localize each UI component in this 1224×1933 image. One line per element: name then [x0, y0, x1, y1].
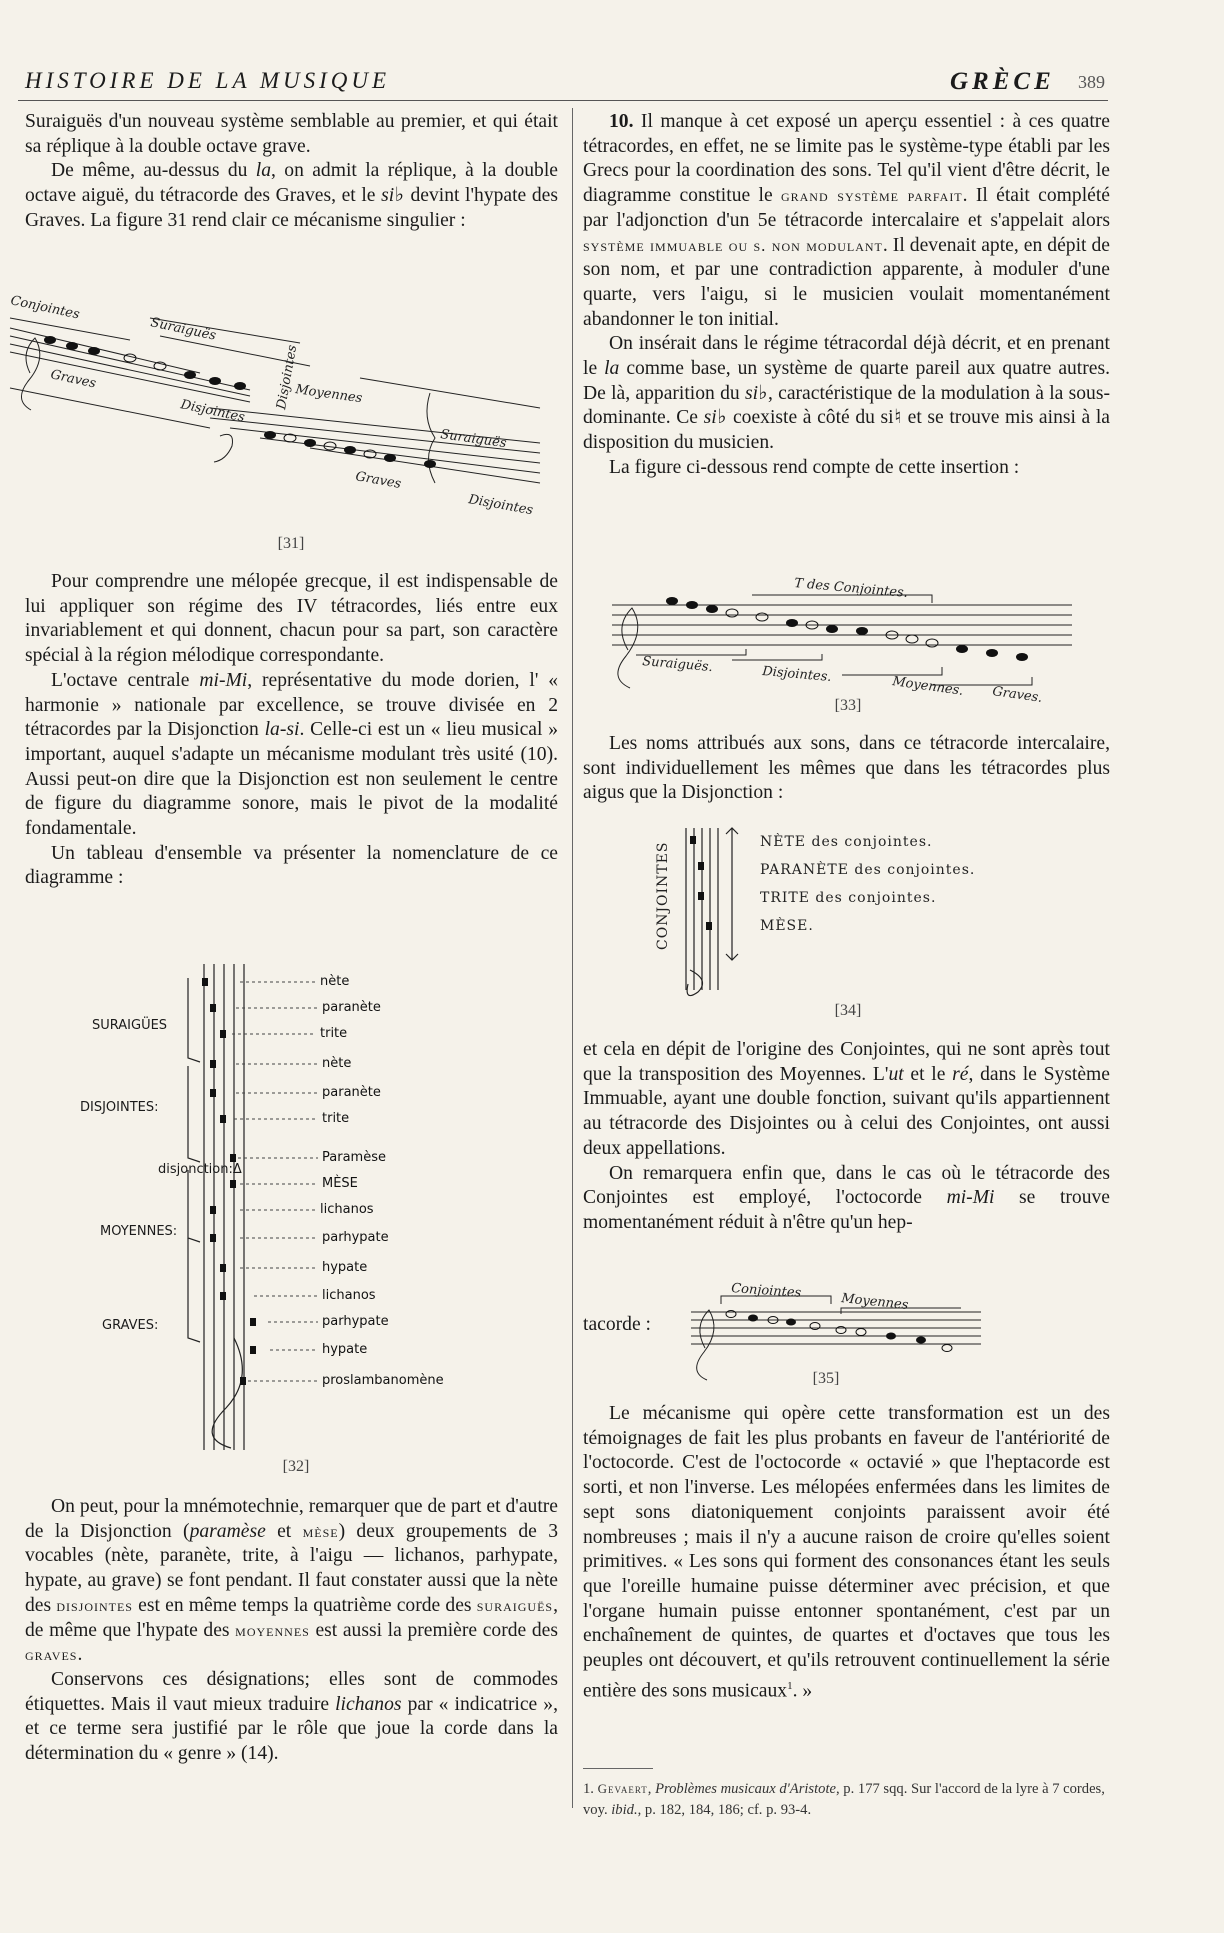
svg-text:Conjointes: Conjointes — [9, 293, 81, 323]
fig33-label-suraigues: Suraiguës. — [641, 654, 714, 676]
note-paranete-2: paranète — [322, 1085, 381, 1100]
right-column-bottom — [583, 1402, 1110, 1704]
figure-32-caption: [32] — [282, 1458, 310, 1475]
left-paragraph-4: L'octave centrale mi-Mi, représentative du mode dorien, l' « harmonie » nationale par excellence, se trouve divisée en 2 tétracordes par la Disjonction la-si. Celle-ci est un « lieu musical » important, auquel s'adapte un mécanisme modulant très usité (10). Aussi peut-on dire que la Disjonction est non seulement le centre de figure du diagramme sonore, mais le pivot de la modalité fondamentale. — [25, 669, 558, 840]
figure-35-caption: [35] — [812, 1370, 840, 1387]
right-paragraph-6: On remarquera enfin que, dans le cas où le tétracorde des Conjointes est employé, l'octocorde mi-Mi se trouve momentanément réduit à n'être qu'un hep- — [583, 1162, 1110, 1233]
note-trite-2: trite — [322, 1111, 350, 1126]
header-rule — [18, 100, 1108, 101]
svg-text:Disjointes: Disjointes — [274, 343, 301, 411]
note-proslambanomene: proslambanomène — [322, 1373, 444, 1388]
group-moyennes: MOYENNES: — [100, 1224, 178, 1239]
svg-text:Graves: Graves — [49, 367, 98, 392]
fig35-label-conjointes: Conjointes — [730, 1281, 802, 1301]
figure-31-caption: [31] — [277, 535, 305, 552]
note-trite-1: trite — [320, 1026, 348, 1041]
group-graves: GRAVES: — [102, 1318, 159, 1333]
fig35-label-moyennes: Moyennes — [840, 1291, 910, 1314]
left-paragraph-5: Un tableau d'ensemble va présenter la nomenclature de ce diagramme : — [25, 842, 558, 889]
figure-34-item-nete: NÈTE des conjointes. — [760, 834, 933, 850]
figure-34-caption: [34] — [834, 1002, 862, 1019]
figure-31-diagram — [10, 278, 558, 558]
group-disjonction: disjonction:Δ — [158, 1162, 242, 1177]
figure-35-staff — [691, 1268, 991, 1378]
right-column-middle — [583, 732, 1110, 806]
note-paramese: Paramèse — [322, 1150, 386, 1165]
figure-35-lead-text: tacorde : — [583, 1314, 651, 1335]
figure-32 — [80, 958, 500, 1458]
fig33-label-moyennes: Moyennes. — [891, 674, 965, 699]
right-paragraph-2: On insérait dans le régime tétracordal déjà décrit, et en prenant le la comme base, un système de quarte pareil aux quatre autres. De là, apparition du si♭, caractéristique de la modulation à la sous-dominante. Ce si♭ coexiste à côté du si♮ et se trouve mis ainsi à la disposition du musicien. — [583, 333, 1111, 454]
running-title: HISTOIRE DE LA MUSIQUE — [25, 68, 391, 93]
note-paranete-1: paranète — [322, 1000, 381, 1015]
left-paragraph-1: Suraiguës d'un nouveau système semblable au premier, et qui était sa réplique à la double octave grave. — [25, 111, 558, 157]
group-disjointes: DISJOINTES: — [80, 1100, 159, 1115]
note-lichanos-1: lichanos — [320, 1202, 374, 1217]
figure-34 — [655, 820, 1080, 1000]
figure-33 — [612, 565, 1082, 705]
svg-text:Graves: Graves — [354, 469, 403, 492]
right-column-top — [583, 110, 1110, 481]
figure-33-staff — [612, 565, 1082, 705]
svg-text:Suraiguës: Suraiguës — [149, 315, 218, 344]
note-parhypate-2: parhypate — [322, 1314, 389, 1329]
figure-34-item-paranete: PARANÈTE des conjointes. — [760, 862, 976, 878]
note-nete-2: nète — [322, 1056, 352, 1071]
right-paragraph-7: Le mécanisme qui opère cette transformation est un des témoignages de fait les plus probants en faveur de l'antériorité de l'octocorde. C'est de l'octocorde « octavié » que l'heptacorde est sorti, et non l'inverse. Les mélopées enfermées dans les limites de sept sons diatoniquement conjoints paraissent avoir été nombreuses ; mais il n'y a aucune raison de croire qu'elles soient primitives. « Les sons qui forment des consonances étant les seuls que l'oreille humaine puisse déterminer avec précision, et que l'organe humain puisse entonner spontanément, c'est par un enchaînement de quintes, de quartes et d'octaves que tous les peuples ont découvert, et qu'ils retrouvent continuellement la série entière des sons musicaux$^1$. » — [583, 1403, 1110, 1702]
column-rule — [572, 108, 573, 1808]
note-nete-1: nète — [320, 974, 350, 989]
note-mese: MÈSE — [322, 1176, 358, 1191]
figure-35 — [583, 1268, 1003, 1378]
note-parhypate-1: parhypate — [322, 1230, 389, 1245]
group-suraigues: SURAIGÜES — [92, 1018, 168, 1033]
figure-31 — [10, 278, 558, 558]
fig33-label-disjointes: Disjointes. — [761, 664, 833, 686]
svg-text:Disjointes: Disjointes — [179, 397, 247, 426]
svg-text:Disjointes: Disjointes — [467, 492, 535, 519]
svg-text:Suraiguës: Suraiguës — [439, 427, 508, 452]
right-paragraph-1: 10. Il manque à cet exposé un aperçu essentiel : à ces quatre tétracordes, en effet, ne se limite pas le système-type établi par les Grecs pour la coordination des sons. Tel qu'il vient d'être décrit, le diagramme constitue le grand système parfait. Il était complété par l'adjonction d'un 5e tétracorde intercalaire et s'appelait alors système immuable ou s. non modulant. Il devenait apte, en dépit de son nom, et par une contradiction apparente, à moduler d'une quarte, vers l'aigu, si le musicien voulait momentanément abandonner le ton initial. — [583, 111, 1111, 330]
figure-34-vertical-label: CONJOINTES — [655, 841, 671, 950]
left-paragraph-6: On peut, pour la mnémotechnie, remarquer que de part et d'autre de la Disjonction (paramèse et mèse) deux groupements de 3 vocables (nète, paranète, trite, à l'aigu — lichanos, parhypate, hypate, au grave) se font pendant. Il faut constater aussi que la nète des disjointes est en même temps la quatrième corde des suraiguës, de même que l'hypate des moyennes est aussi la première corde des graves. — [25, 1496, 558, 1666]
left-paragraph-3: Pour comprendre une mélopée grecque, il est indispensable de lui appliquer son régime des IV tétracordes, liés entre eux invariablement et qui donnent, chacun pour sa part, son caractère spécial à la région mélodique correspondante. — [25, 571, 558, 667]
left-column-top — [25, 110, 558, 234]
right-paragraph-5: et cela en dépit de l'origine des Conjointes, qui ne sont après tout que la transposition des Moyennes. L'ut et le ré, dans le Système Immuable, ayant une double fonction, suivant qu'ils appartiennent au tétracorde des Disjointes ou à celui des Conjointes, ont aussi deux appellations. — [583, 1039, 1110, 1159]
left-paragraph-7: Conservons ces désignations; elles sont de commodes étiquettes. Mais il vaut mieux traduire lichanos par « indicatrice », et ce terme sera justifié par le rôle que joue la corde dans la détermination du « genre » (14). — [25, 1668, 558, 1765]
left-column-bottom — [25, 1495, 558, 1767]
figure-34-item-trite: TRITE des conjointes. — [760, 890, 937, 906]
fig33-label-graves: Graves. — [991, 684, 1044, 706]
right-paragraph-3: La figure ci-dessous rend compte de cette insertion : — [609, 456, 1020, 478]
section-title: GRÈCE — [950, 68, 1055, 95]
figure-34-staff — [660, 820, 740, 1000]
note-hypate-1: hypate — [322, 1260, 368, 1275]
svg-text:Moyennes: Moyennes — [294, 382, 364, 407]
page-number: 389 — [1078, 72, 1105, 92]
note-hypate-2: hypate — [322, 1342, 368, 1357]
figure-33-caption: [33] — [834, 697, 862, 714]
fig33-label-conjointes: T des Conjointes. — [793, 576, 909, 601]
left-column-middle — [25, 570, 558, 891]
figure-34-item-mese: MÈSE. — [760, 918, 814, 934]
left-paragraph-2: De même, au-dessus du la, on admit la réplique, à la double octave aiguë, du tétracorde des Graves, et le si♭ devint l'hypate des Graves. La figure 31 rend clair ce mécanisme singulier : — [25, 160, 558, 231]
footnote-rule — [583, 1768, 653, 1769]
right-column-lower — [583, 1038, 1110, 1236]
right-paragraph-4: Les noms attribués aux sons, dans ce tétracorde intercalaire, sont individuellement les mêmes que dans les tétracordes plus aigus que la Disjonction : — [583, 733, 1110, 804]
footnote: 1. Gevaert, Problèmes musicaux d'Aristote, p. 177 sqq. Sur l'accord de la lyre à 7 cordes, voy. ibid., p. 182, 184, 186; cf. p. 93-4. — [583, 1781, 1105, 1818]
note-lichanos-2: lichanos — [322, 1288, 376, 1303]
